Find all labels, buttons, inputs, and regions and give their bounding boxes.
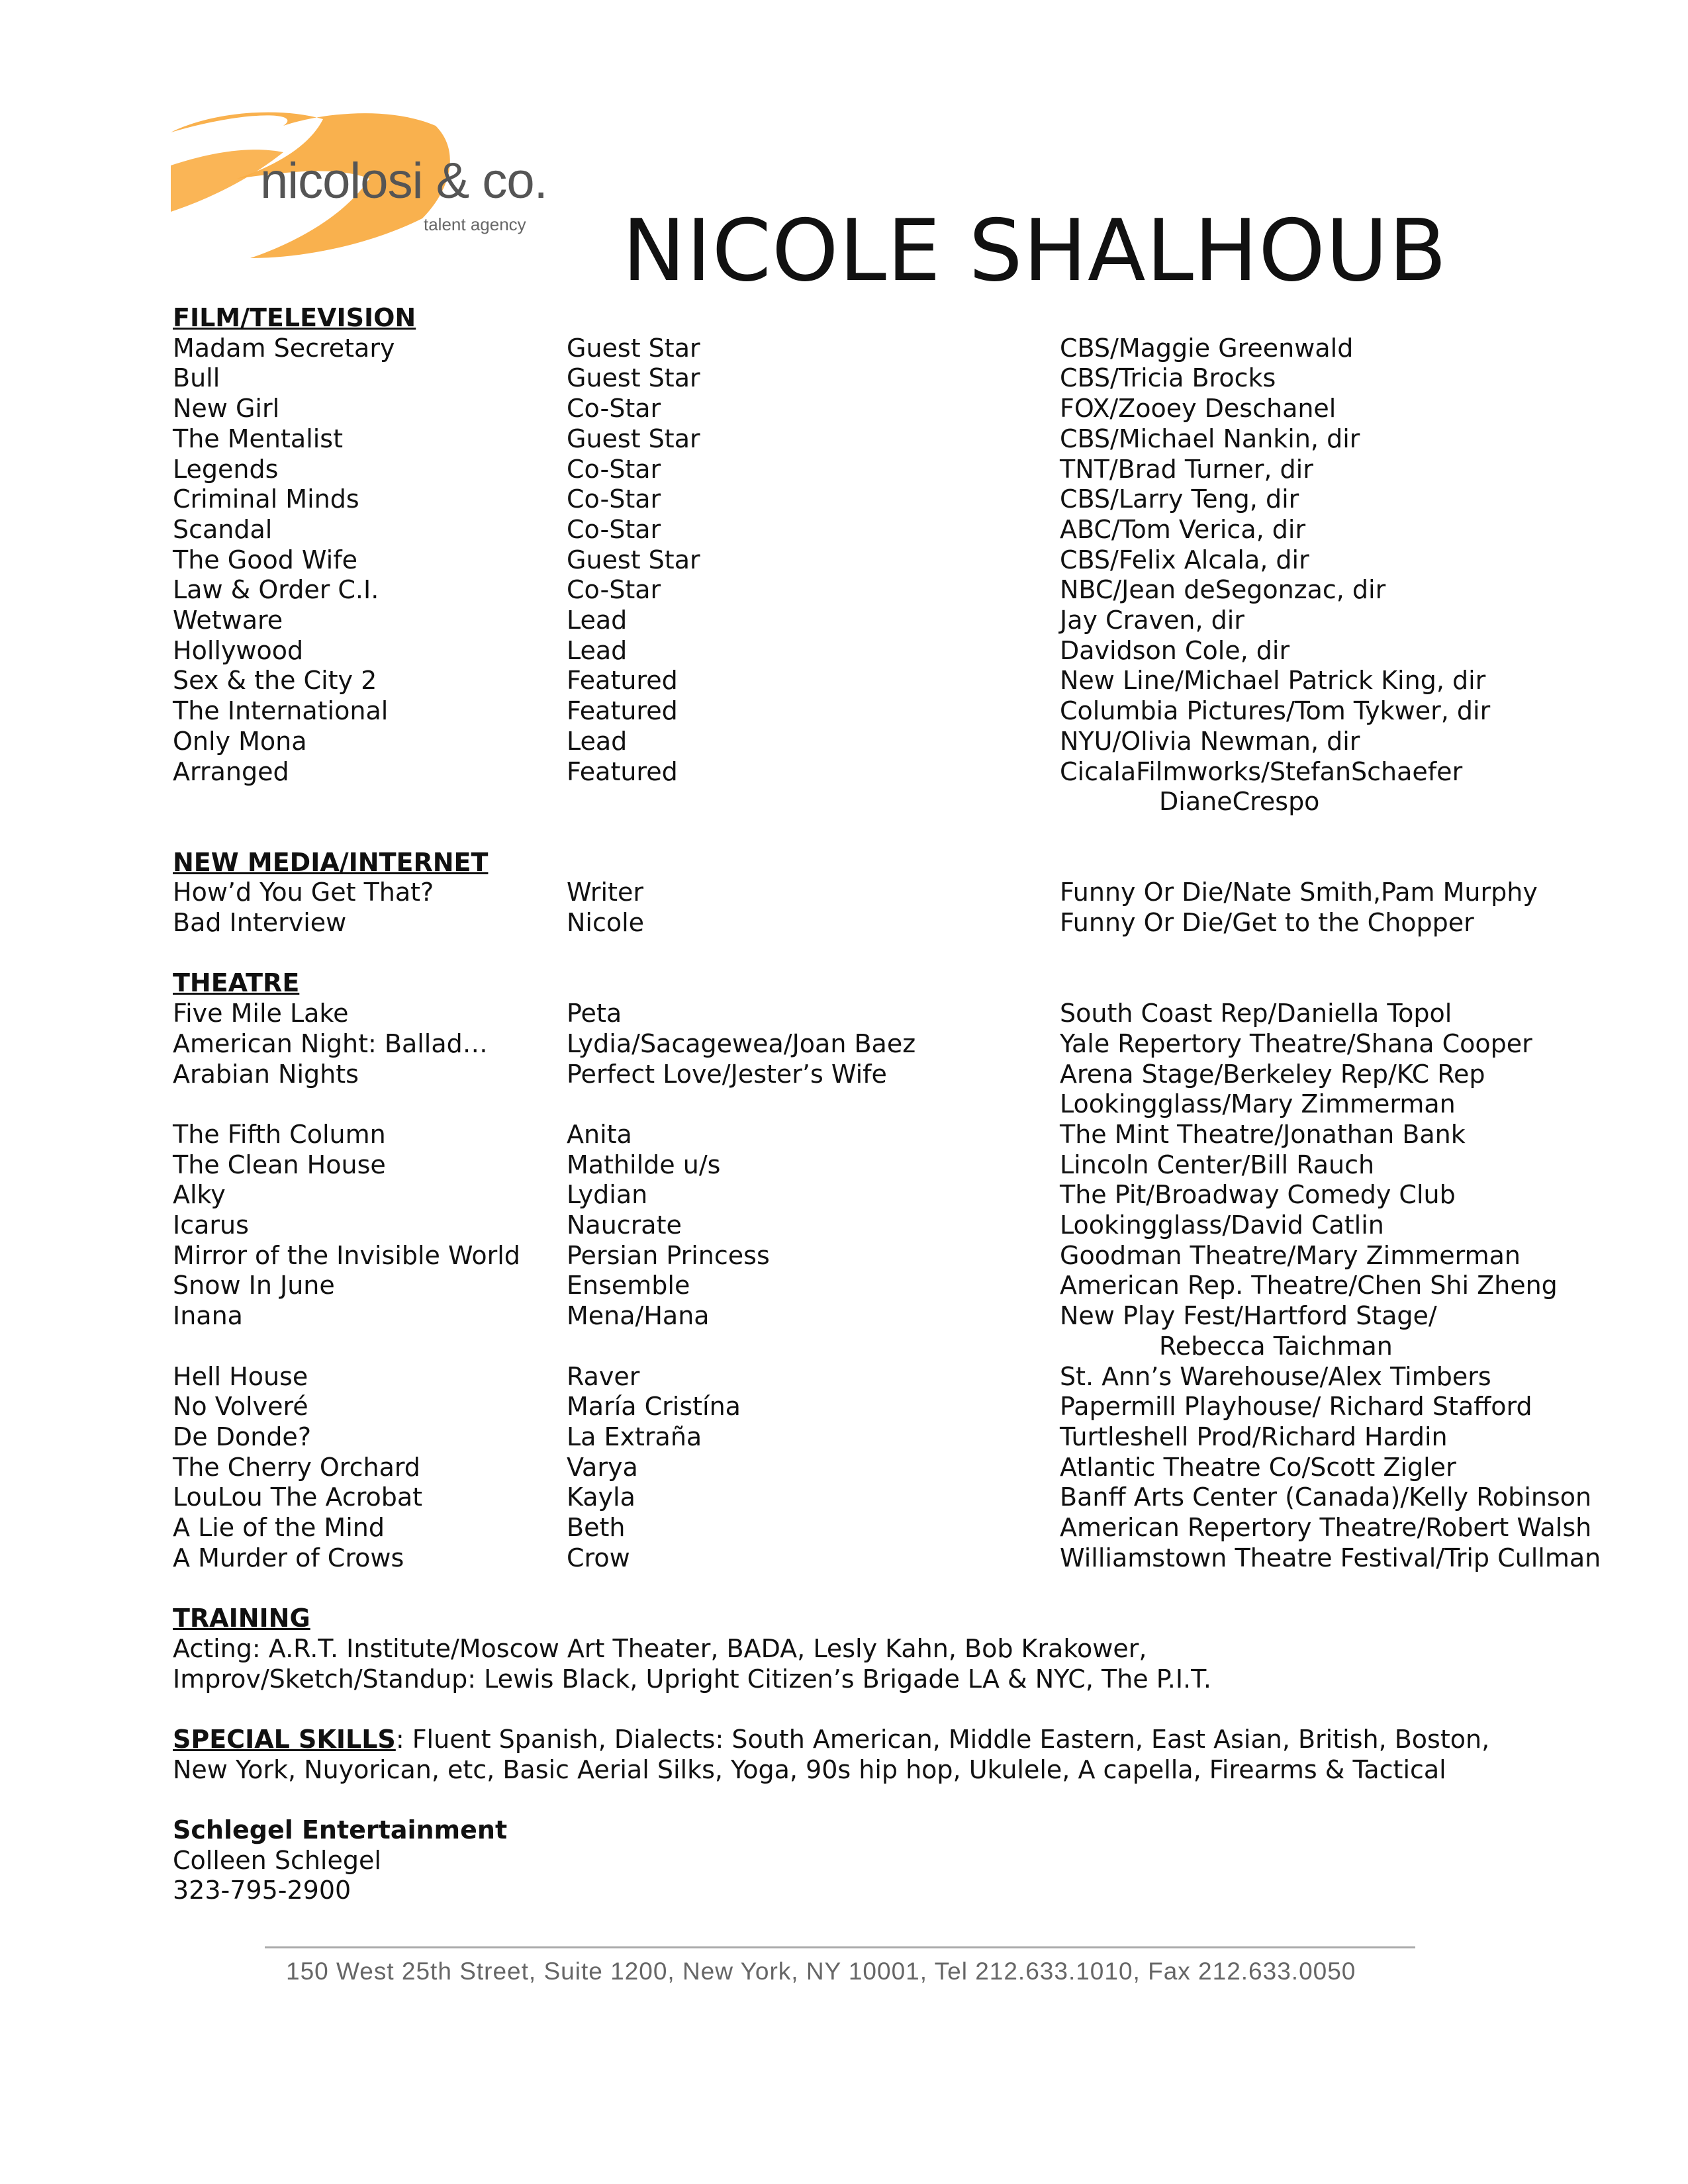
footer-divider	[265, 1946, 1415, 1948]
credit-title: Bad Interview	[173, 908, 347, 938]
actor-name: NICOLE SHALHOUB	[622, 202, 1448, 300]
credit-company: Lookingglass/David Catlin	[1060, 1210, 1384, 1240]
credit-role: Featured	[567, 666, 678, 696]
credit-title: Only Mona	[173, 726, 307, 756]
credit-company: Yale Repertory Theatre/Shana Cooper	[1060, 1028, 1532, 1058]
special-skills-heading: SPECIAL SKILLS	[173, 1724, 396, 1754]
credit-role: Guest Star	[567, 545, 700, 574]
credit-company: Funny Or Die/Nate Smith,Pam Murphy	[1060, 878, 1538, 907]
film-tv-heading: FILM/TELEVISION	[173, 303, 416, 332]
new-media-heading: NEW MEDIA/INTERNET	[173, 847, 489, 877]
credit-row	[173, 1150, 1629, 1181]
credit-company: CicalaFilmworks/StefanSchaefer	[1060, 756, 1463, 786]
credit-company: Banff Arts Center (Canada)/Kelly Robinson	[1060, 1482, 1592, 1512]
credit-company: CBS/Maggie Greenwald	[1060, 333, 1354, 363]
credit-title: The Mentalist	[173, 424, 344, 453]
credit-row	[173, 1029, 1629, 1060]
credit-role: Perfect Love/Jester’s Wife	[567, 1059, 887, 1089]
theatre-list-1	[173, 999, 1629, 1089]
credit-title: Hell House	[173, 1361, 308, 1391]
credit-company: CBS/Michael Nankin, dir	[1060, 424, 1360, 453]
credit-title: A Murder of Crows	[173, 1543, 404, 1572]
credit-role: Featured	[567, 756, 678, 786]
credit-row	[173, 515, 1629, 545]
credit-row	[173, 727, 1629, 757]
credit-row	[173, 1120, 1629, 1150]
credit-role: Mathilde u/s	[567, 1150, 721, 1179]
credit-role: Naucrate	[567, 1210, 682, 1240]
credit-role: Nicole	[567, 908, 645, 938]
credit-title: The Clean House	[173, 1150, 386, 1179]
credit-company: NYU/Olivia Newman, dir	[1060, 726, 1360, 756]
credit-company: American Rep. Theatre/Chen Shi Zheng	[1060, 1271, 1558, 1300]
credit-row	[173, 363, 1629, 394]
credit-company: CBS/Larry Teng, dir	[1060, 484, 1299, 514]
credit-title: Inana	[173, 1301, 243, 1331]
credit-company: CBS/Felix Alcala, dir	[1060, 545, 1309, 574]
credit-company: Turtleshell Prod/Richard Hardin	[1060, 1422, 1448, 1451]
credit-company: Goodman Theatre/Mary Zimmerman	[1060, 1240, 1521, 1270]
agency-logo	[171, 106, 568, 278]
credit-continuation-text: Lookingglass/Mary Zimmerman	[1060, 1089, 1456, 1119]
credit-role: Mena/Hana	[567, 1301, 710, 1331]
credit-row	[173, 1543, 1629, 1574]
credit-role: Co-Star	[567, 514, 661, 544]
credit-row	[173, 484, 1629, 515]
credit-company: South Coast Rep/Daniella Topol	[1060, 999, 1452, 1028]
credit-title: LouLou The Acrobat	[173, 1482, 423, 1512]
film-tv-list	[173, 334, 1629, 788]
credit-title: New Girl	[173, 394, 280, 424]
credit-role: Raver	[567, 1361, 640, 1391]
credit-title: The Good Wife	[173, 545, 357, 574]
credit-company: Papermill Playhouse/ Richard Stafford	[1060, 1392, 1532, 1422]
credit-row	[173, 575, 1629, 606]
credit-title: Hollywood	[173, 635, 304, 665]
credit-title: Mirror of the Invisible World	[173, 1240, 520, 1270]
training-heading: TRAINING	[173, 1604, 310, 1633]
credit-company: TNT/Brad Turner, dir	[1060, 454, 1313, 484]
credit-continuation	[173, 787, 1629, 817]
credit-row	[173, 1453, 1629, 1483]
credit-row	[173, 424, 1629, 455]
logo-tagline: talent agency	[424, 214, 526, 234]
credit-title: Scandal	[173, 514, 273, 544]
credit-company: Columbia Pictures/Tom Tykwer, dir	[1060, 696, 1491, 726]
special-skills	[173, 1725, 1629, 1755]
credit-company: CBS/Tricia Brocks	[1060, 363, 1276, 393]
credit-row	[173, 696, 1629, 727]
credit-row	[173, 1392, 1629, 1422]
credit-role: Lead	[567, 606, 628, 635]
credit-row	[173, 1301, 1629, 1332]
resume-body	[173, 303, 1629, 1906]
credit-row	[173, 606, 1629, 636]
credit-title: Criminal Minds	[173, 484, 359, 514]
credit-role: Anita	[567, 1119, 632, 1149]
training-line: Acting: A.R.T. Institute/Moscow Art Theater, BADA, Lesly Kahn, Bob Krakower,	[173, 1633, 1147, 1663]
theatre-heading: THEATRE	[173, 968, 300, 998]
credit-title: Sex & the City 2	[173, 666, 377, 696]
credit-title: How’d You Get That?	[173, 878, 434, 907]
credit-company: New Play Fest/Hartford Stage/	[1060, 1301, 1437, 1331]
credit-role: Lead	[567, 726, 628, 756]
credit-company: Williamstown Theatre Festival/Trip Cullman	[1060, 1543, 1601, 1572]
credit-role: Ensemble	[567, 1271, 690, 1300]
credit-role: Featured	[567, 696, 678, 726]
credit-title: A Lie of the Mind	[173, 1513, 385, 1543]
credit-company: St. Ann’s Warehouse/Alex Timbers	[1060, 1361, 1491, 1391]
credit-role: Co-Star	[567, 484, 661, 514]
credit-row	[173, 1271, 1629, 1301]
credit-title: De Donde?	[173, 1422, 311, 1451]
credit-company: Funny Or Die/Get to the Chopper	[1060, 908, 1474, 938]
credit-company: Arena Stage/Berkeley Rep/KC Rep	[1060, 1059, 1485, 1089]
credit-role: Guest Star	[567, 363, 700, 393]
credit-title: No Volveré	[173, 1392, 308, 1422]
credit-title: Arabian Nights	[173, 1059, 359, 1089]
credit-title: Alky	[173, 1180, 226, 1210]
credit-title: The Cherry Orchard	[173, 1452, 420, 1482]
credit-company: NBC/Jean deSegonzac, dir	[1060, 575, 1386, 605]
credit-row	[173, 1422, 1629, 1453]
new-media-list	[173, 878, 1629, 938]
credit-role: Peta	[567, 999, 622, 1028]
credit-title: Bull	[173, 363, 220, 393]
contact-company: Schlegel Entertainment	[173, 1815, 508, 1845]
credit-role: Kayla	[567, 1482, 635, 1512]
special-skills-line: New York, Nuyorican, etc, Basic Aerial Silks, Yoga, 90s hip hop, Ukulele, A capella, Firearms & Tactical	[173, 1754, 1446, 1784]
credit-title: The International	[173, 696, 389, 726]
credit-row	[173, 1210, 1629, 1241]
credit-row	[173, 878, 1629, 908]
credit-row	[173, 636, 1629, 666]
credit-row	[173, 545, 1629, 576]
contact-person: Colleen Schlegel	[173, 1845, 381, 1875]
credit-continuation-text: Rebecca Taichman	[1159, 1331, 1393, 1361]
credit-company: Atlantic Theatre Co/Scott Zigler	[1060, 1452, 1456, 1482]
credit-row	[173, 1060, 1629, 1090]
credit-row	[173, 666, 1629, 696]
credit-company: FOX/Zooey Deschanel	[1060, 394, 1336, 424]
credit-row	[173, 1180, 1629, 1210]
credit-title: Icarus	[173, 1210, 249, 1240]
credit-company: Davidson Cole, dir	[1060, 635, 1290, 665]
special-skills-text: : Fluent Spanish, Dialects: South American, Middle Eastern, East Asian, British, Boston,	[395, 1724, 1490, 1754]
credit-row	[173, 999, 1629, 1029]
credit-role: Beth	[567, 1513, 626, 1543]
credit-row	[173, 908, 1629, 938]
contact-phone: 323-795-2900	[173, 1876, 352, 1905]
credit-role: La Extraña	[567, 1422, 702, 1451]
credit-role: Varya	[567, 1452, 638, 1482]
credit-role: Crow	[567, 1543, 630, 1572]
credit-role: Lydian	[567, 1180, 648, 1210]
footer-address: 150 West 25th Street, Suite 1200, New York, NY 10001, Tel 212.633.1010, Fax 212.633.0050	[286, 1958, 1356, 1985]
credit-company: The Pit/Broadway Comedy Club	[1060, 1180, 1456, 1210]
credit-company: New Line/Michael Patrick King, dir	[1060, 666, 1486, 696]
credit-row	[173, 1482, 1629, 1513]
credit-role: María Cristína	[567, 1392, 741, 1422]
training-line: Improv/Sketch/Standup: Lewis Black, Upright Citizen’s Brigade LA & NYC, The P.I.T.	[173, 1664, 1211, 1694]
credit-company: Lincoln Center/Bill Rauch	[1060, 1150, 1375, 1179]
logo-wordmark: nicolosi & co.	[260, 153, 547, 209]
credit-row	[173, 1241, 1629, 1271]
credit-continuation	[173, 1089, 1629, 1120]
credit-company: American Repertory Theatre/Robert Walsh	[1060, 1513, 1592, 1543]
credit-role: Lydia/Sacagewea/Joan Baez	[567, 1028, 916, 1058]
credit-row	[173, 334, 1629, 364]
credit-title: Five Mile Lake	[173, 999, 349, 1028]
credit-title: Snow In June	[173, 1271, 335, 1300]
credit-role: Co-Star	[567, 454, 661, 484]
credit-company: ABC/Tom Verica, dir	[1060, 514, 1306, 544]
credit-row	[173, 757, 1629, 788]
credit-role: Co-Star	[567, 575, 661, 605]
credit-role: Guest Star	[567, 333, 700, 363]
credit-row	[173, 394, 1629, 424]
credit-title: Legends	[173, 454, 279, 484]
credit-role: Writer	[567, 878, 643, 907]
credit-continuation	[173, 1332, 1629, 1362]
credit-role: Lead	[567, 635, 628, 665]
credit-row	[173, 455, 1629, 485]
credit-title: Law & Order C.I.	[173, 575, 379, 605]
credit-continuation-text: DianeCrespo	[1159, 787, 1320, 817]
credit-title: The Fifth Column	[173, 1119, 386, 1149]
theatre-list-3	[173, 1362, 1629, 1574]
credit-role: Persian Princess	[567, 1240, 770, 1270]
credit-title: Wetware	[173, 606, 283, 635]
credit-row	[173, 1513, 1629, 1543]
credit-company: The Mint Theatre/Jonathan Bank	[1060, 1119, 1466, 1149]
credit-title: Arranged	[173, 756, 289, 786]
theatre-list-2	[173, 1120, 1629, 1332]
credit-row	[173, 1362, 1629, 1392]
credit-role: Guest Star	[567, 424, 700, 453]
credit-company: Jay Craven, dir	[1060, 606, 1244, 635]
credit-title: Madam Secretary	[173, 333, 395, 363]
credit-role: Co-Star	[567, 394, 661, 424]
credit-title: American Night: Ballad…	[173, 1028, 488, 1058]
